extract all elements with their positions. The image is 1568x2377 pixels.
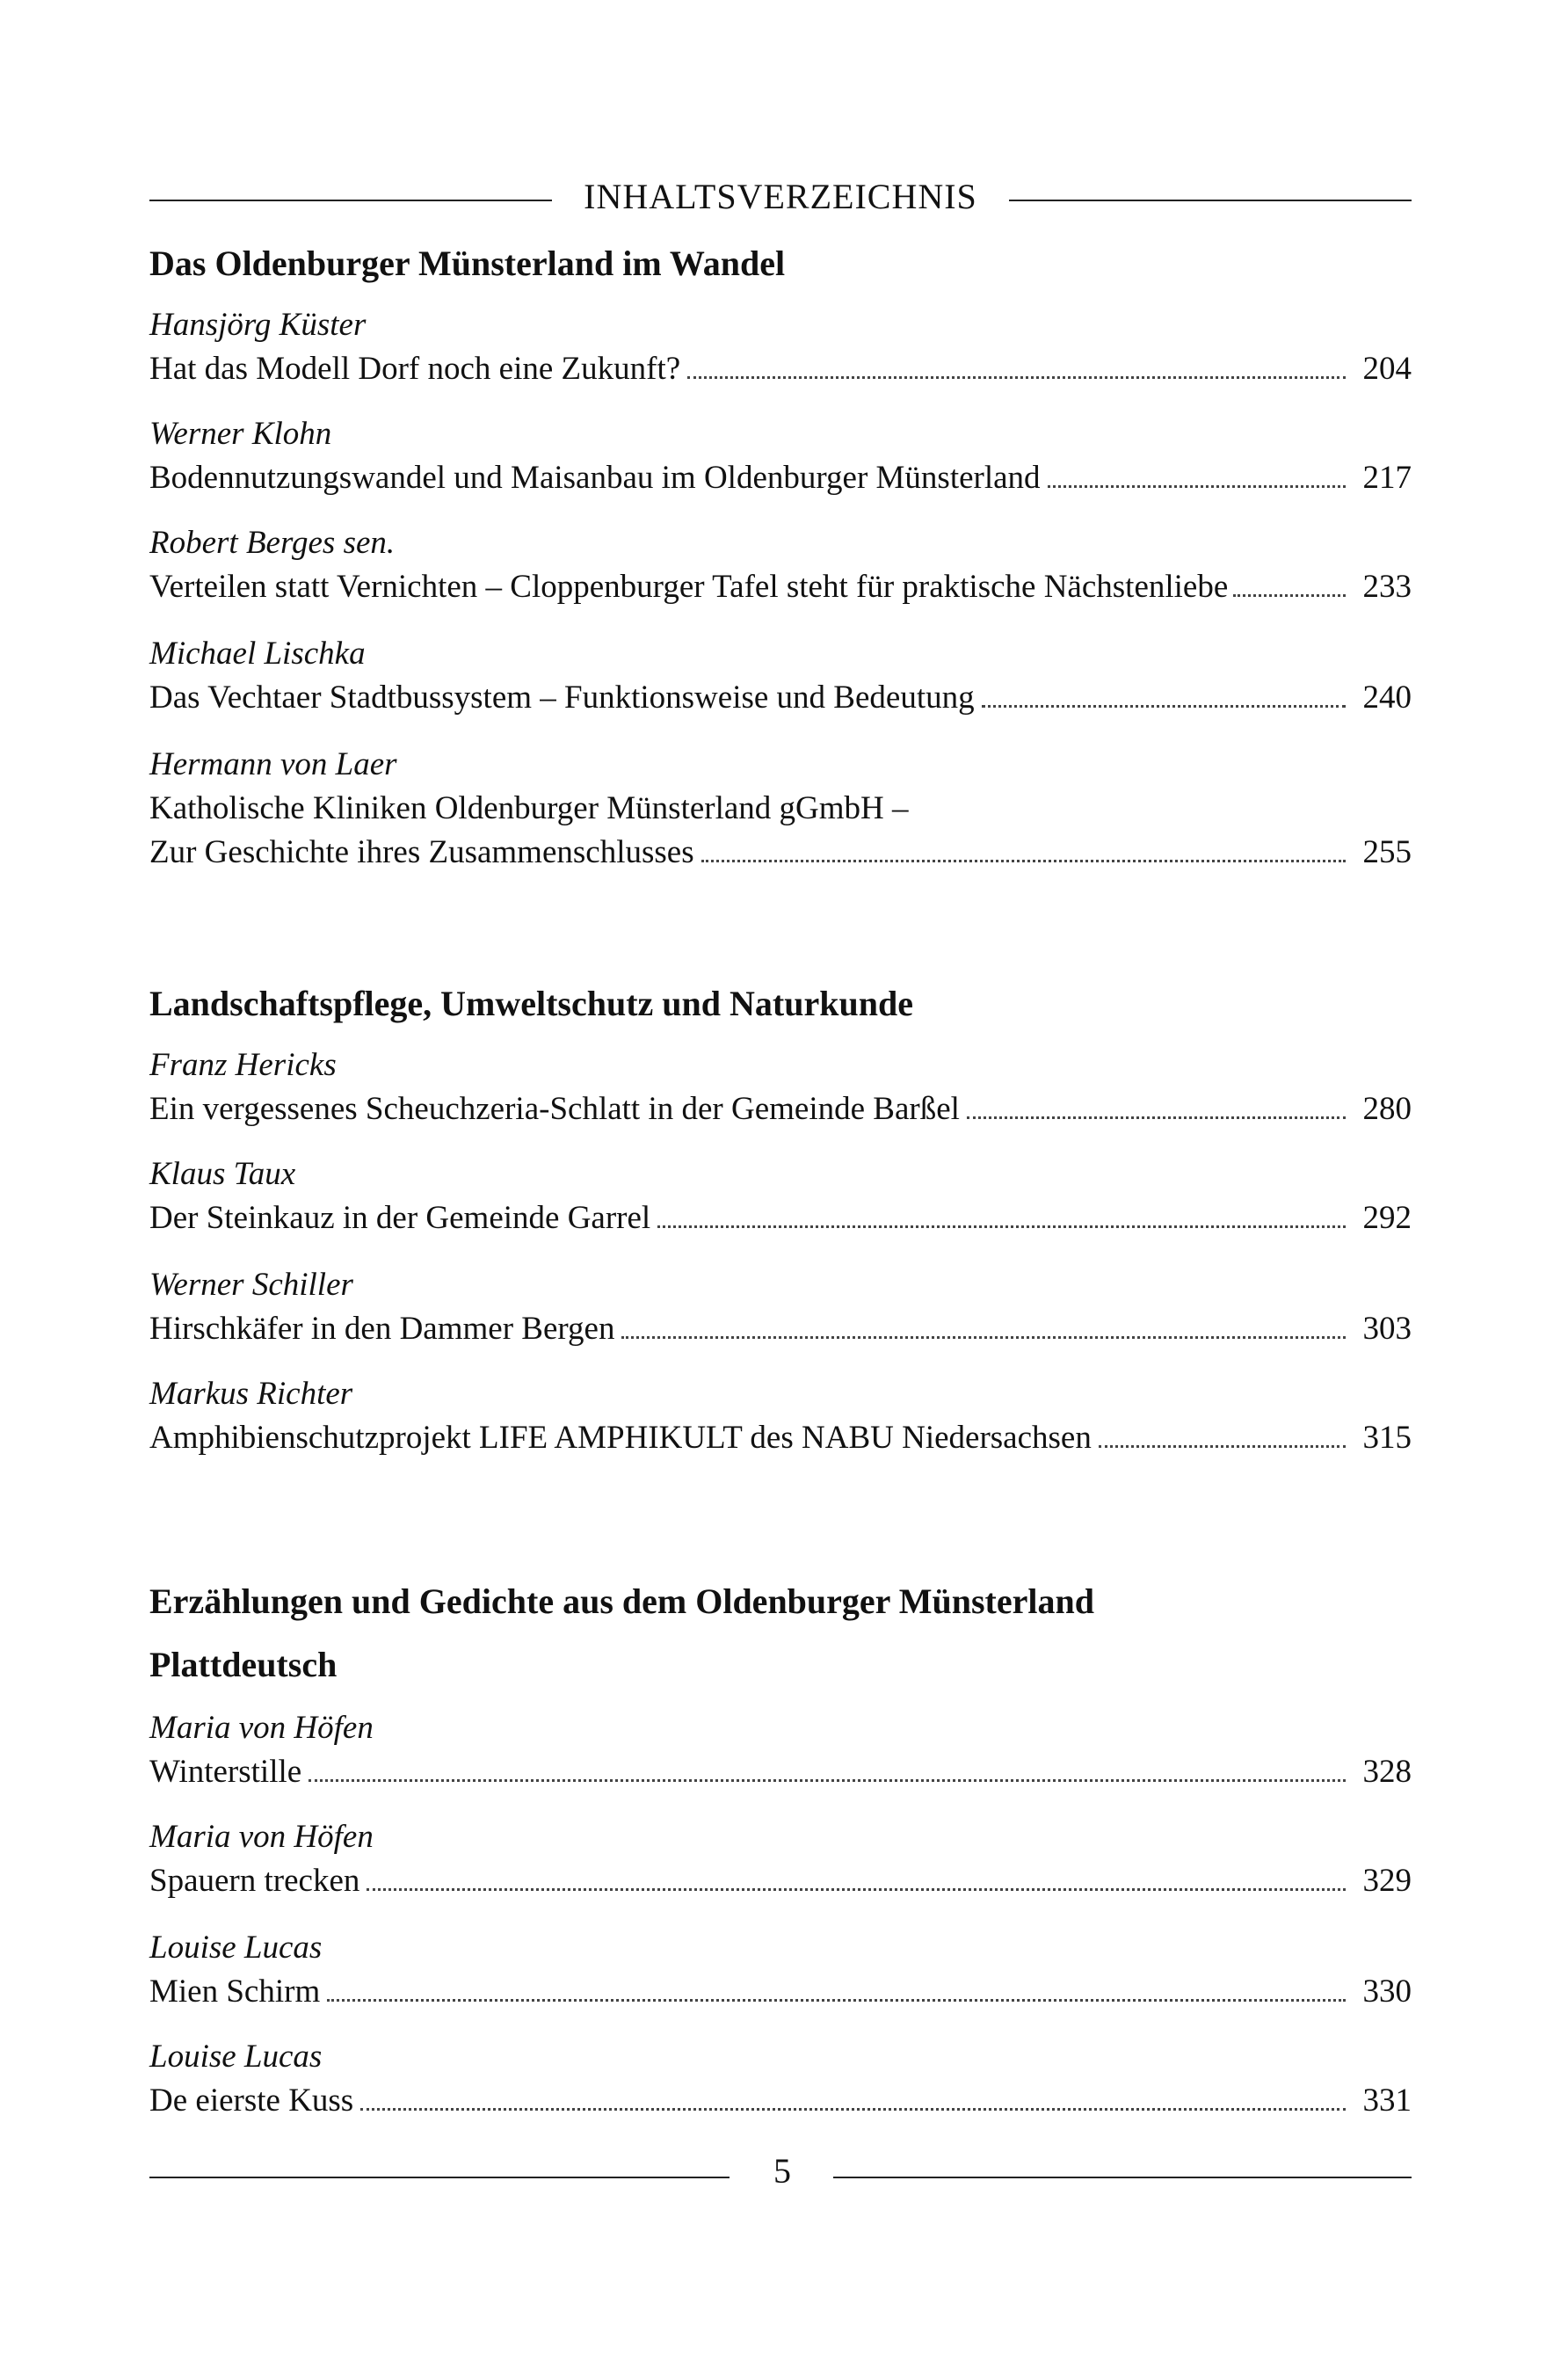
entry-author: Louise Lucas: [149, 1930, 323, 1966]
entry-title: Ein vergessenes Scheuchzeria-Schlatt in der Gemeinde Barßel: [149, 1091, 960, 1127]
entry-title: Amphibienschutzprojekt LIFE AMPHIKULT des NABU Niedersachsen: [149, 1420, 1092, 1456]
entry-title-line[interactable]: [149, 1199, 1412, 1243]
entry-title: Mien Schirm: [149, 1974, 321, 2010]
entry-page: 329: [1362, 1863, 1412, 1899]
header-rule-left: [149, 200, 552, 201]
entry-author: Michael Lischka: [149, 636, 366, 672]
entry-author: Maria von Höfen: [149, 1710, 374, 1746]
footer-rule-right: [833, 2177, 1412, 2178]
toc-page: [149, 0, 1412, 2377]
leader-dots: [657, 1225, 1345, 1228]
entry-author: Louise Lucas: [149, 2039, 323, 2075]
entry-title-line[interactable]: [149, 1973, 1412, 2017]
entry-page: 328: [1362, 1754, 1412, 1790]
leader-dots: [360, 2108, 1345, 2111]
leader-dots: [621, 1336, 1345, 1339]
entry-title: Hat das Modell Dorf noch eine Zukunft?: [149, 351, 681, 387]
entry-title: Winterstille: [149, 1754, 302, 1790]
entry-author: Werner Schiller: [149, 1267, 353, 1303]
entry-title: Spauern trecken: [149, 1863, 360, 1899]
page-header: [149, 176, 1412, 229]
leader-dots: [1233, 594, 1345, 597]
entry-author: Klaus Taux: [149, 1156, 296, 1192]
section-title: Erzählungen und Gedichte aus dem Oldenburger Münsterland: [149, 1581, 1094, 1621]
entry-title: Der Steinkauz in der Gemeinde Garrel: [149, 1200, 651, 1236]
entry-author: Robert Berges sen.: [149, 525, 396, 561]
entry-title-line[interactable]: [149, 1862, 1412, 1906]
section-title: Das Oldenburger Münsterland im Wandel: [149, 244, 786, 283]
entry-author: Werner Klohn: [149, 416, 332, 452]
entry-title-line[interactable]: [149, 679, 1412, 723]
entry-page: 330: [1362, 1974, 1412, 2010]
entry-title: De eierste Kuss: [149, 2083, 354, 2119]
entry-title-line[interactable]: [149, 833, 1412, 877]
leader-dots: [1048, 485, 1346, 488]
header-rule-right: [1009, 200, 1412, 201]
leader-dots: [982, 705, 1346, 708]
entry-page: 204: [1362, 351, 1412, 387]
entry-page: 240: [1362, 680, 1412, 716]
footer-rule-left: [149, 2177, 730, 2178]
entry-title-line[interactable]: [149, 1753, 1412, 1797]
entry-title-line[interactable]: [149, 2082, 1412, 2126]
entry-page: 255: [1362, 834, 1412, 870]
entry-author: Hansjörg Küster: [149, 307, 367, 343]
entry-title-line[interactable]: [149, 459, 1412, 503]
entry-title: Das Vechtaer Stadtbussystem – Funktionsweise und Bedeutung: [149, 680, 975, 716]
entry-page: 303: [1362, 1311, 1412, 1347]
entry-author: Maria von Höfen: [149, 1819, 374, 1855]
entry-title: Zur Geschichte ihres Zusammenschlusses: [149, 834, 694, 870]
entry-author: Hermann von Laer: [149, 746, 397, 782]
entry-title-line[interactable]: [149, 350, 1412, 394]
leader-dots: [367, 1888, 1345, 1891]
entry-title-line[interactable]: [149, 1310, 1412, 1354]
leader-dots: [327, 1999, 1345, 2002]
entry-title: Verteilen statt Vernichten – Cloppenburger Tafel steht für praktische Nächstenliebe: [149, 569, 1229, 605]
leader-dots: [967, 1116, 1346, 1119]
entry-title-line[interactable]: [149, 1090, 1412, 1134]
entry-author: Markus Richter: [149, 1376, 353, 1412]
entry-title-line[interactable]: [149, 1419, 1412, 1463]
page-number: 5: [773, 2151, 791, 2191]
entry-title: Bodennutzungswandel und Maisanbau im Oldenburger Münsterland: [149, 460, 1041, 496]
entry-page: 233: [1362, 569, 1412, 605]
leader-dots: [309, 1779, 1345, 1782]
entry-page: 280: [1362, 1091, 1412, 1127]
page-footer: [149, 2150, 1412, 2203]
entry-page: 331: [1362, 2083, 1412, 2119]
entry-author: Franz Hericks: [149, 1047, 337, 1083]
page-title: INHALTSVERZEICHNIS: [584, 177, 977, 216]
leader-dots: [1099, 1445, 1346, 1448]
entry-page: 315: [1362, 1420, 1412, 1456]
entry-title: Hirschkäfer in den Dammer Bergen: [149, 1311, 615, 1347]
entry-page: 292: [1362, 1200, 1412, 1236]
leader-dots: [701, 860, 1346, 862]
section-subtitle: Plattdeutsch: [149, 1645, 338, 1684]
entry-title-first-line: Katholische Kliniken Oldenburger Münsterland gGmbH –: [149, 790, 909, 826]
entry-page: 217: [1362, 460, 1412, 496]
leader-dots: [687, 376, 1345, 379]
section-title: Landschaftspflege, Umweltschutz und Naturkunde: [149, 984, 913, 1023]
entry-title-line[interactable]: [149, 568, 1412, 612]
